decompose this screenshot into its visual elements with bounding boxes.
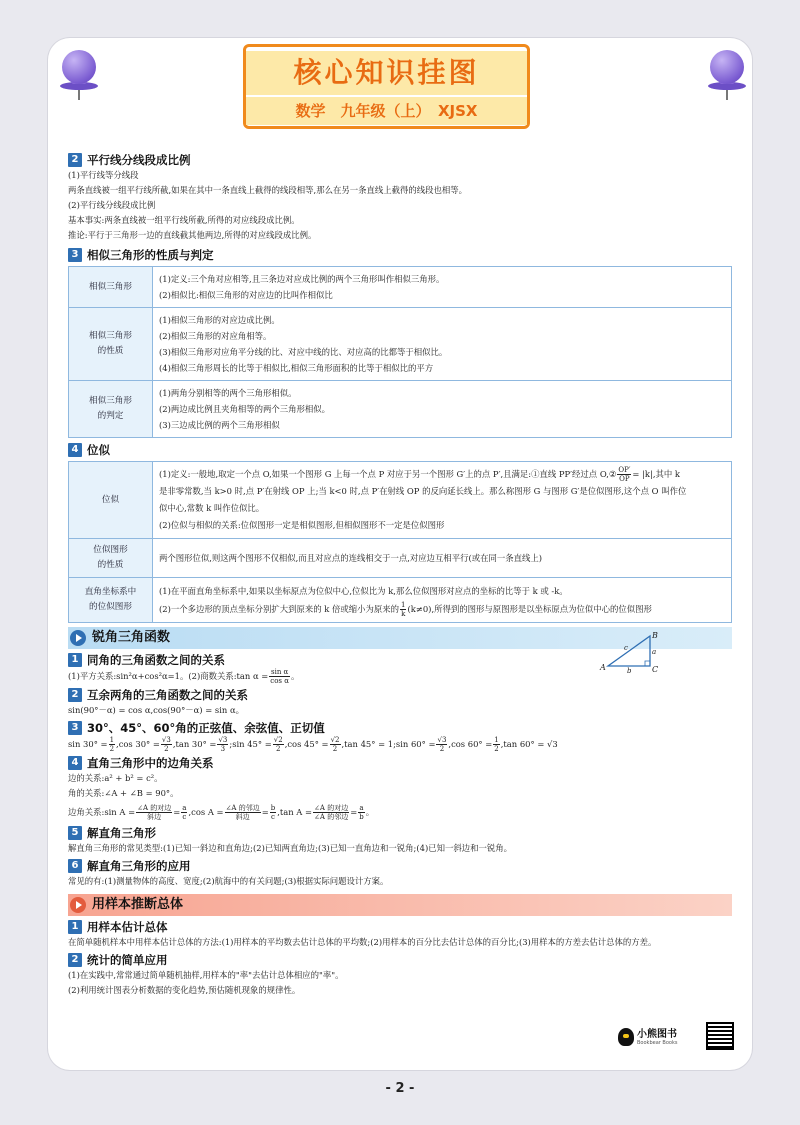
right-angle-mark	[645, 661, 650, 666]
text-line: (2)平行线分线段成比例	[68, 200, 156, 210]
text-line: (2)相似三角形的对应角相等。	[159, 331, 272, 341]
table-row: 位似 (1)定义:一般地,取定一个点 O,如果一个图形 G 上每一个点 P 对应于另一个图形 G′上的点 P′,且满足:①直线 PP′经过点 O,② $\frac{OP'}{OP}$ = |k|,其中 k 是非零常数,当 k>0 时,点 P′在射线 OP 上;当 k<0 时,点 P′在射线 OP 的反向延长线上。那么称图形 G 与图形 G′是位似图形,这个点 O 叫作位 似中心,常数 k 叫作位似比。 (2)位似与相似的关系:位似图形一定是相似图形,但相似图形不一定是位似图形	[69, 462, 732, 539]
section-heading: 4 直角三角形中的边角关系	[68, 755, 732, 771]
page-subtitle: 数学 九年级（上） XJSX	[246, 97, 527, 125]
qr-code-icon	[706, 1022, 734, 1050]
text-line: (1)定义:三个角对应相等,且三条边对应成比例的两个三角形叫作相似三角形。	[159, 274, 445, 284]
side-label-b: b	[627, 667, 632, 674]
text-line: 边的关系:a² + b² = c²。	[68, 773, 163, 783]
row-label: 相似三角形	[69, 267, 153, 308]
chapter-bar-statistics: 用样本推断总体	[68, 894, 732, 916]
vertex-label-B: B	[652, 631, 658, 640]
section-heading: 6 解直角三角形的应用	[68, 858, 732, 874]
fraction: $\frac{√3}{3}$	[218, 736, 228, 753]
fraction: $\frac{1}{2}$	[109, 736, 115, 753]
text-line: (1)在实践中,常常通过简单随机抽样,用样本的"率"去估计总体相应的"率"。	[68, 970, 344, 980]
section-heading-similar: 3 相似三角形的性质与判定	[68, 247, 732, 263]
play-icon	[70, 897, 86, 913]
section-heading-homothety: 4 位似	[68, 442, 732, 458]
text-line: 两个图形位似,则这两个图形不仅相似,而且对应点的连线相交于一点,对应边互相平行(或在同一条直线上)	[153, 539, 732, 578]
text-line: 似中心,常数 k 叫作位似比。	[159, 503, 265, 513]
homothety-table	[68, 461, 732, 623]
triangle-shape	[608, 636, 650, 666]
text-line: (1)相似三角形的对应边成比例。	[159, 315, 280, 325]
row-label: 位似	[69, 462, 153, 539]
pushpin-right-icon	[700, 44, 758, 102]
similar-triangle-table	[68, 266, 732, 438]
fraction: $\frac{a}{b}$	[359, 804, 364, 821]
text-line: (2)两边成比例且夹角相等的两个三角形相似。	[159, 404, 330, 414]
content: 2 平行线分线段成比例 (1)平行线等分线段 两条直线被一组平行线所截,如果在其中一条直线上截得的线段相等,那么在另一条直线上截得的线段也相等。 (2)平行线分线段成比例 基本事实:两条直线被一组平行线所截,所得的对应线段成比例。 推论:平行于三角形一边的直线截其他两边,所得的对应线段成比例。 3 相似三角形的性质与判定 相似三角形 (1)定义:三个角对应相等,且三条边对应成比例的两个三角形叫作相似三角形。 (2)相似比:相似三角形的对应边的比叫作相似比 相似三角形 的性质 (1)相似三角形的对应边成比例。 (2)相似三角形的对应角相等。 (3)相似三角形对应角平分线的比、对应中线的比、对应高的比都等于相似比。 (4)相似三角形周长的比等于相似比,相似三角形面积的比等于相似比的平方 相似三角形 的判定 (1)两角分别相等的两个三角形相似。 (2)两边成比例且夹角相等的两个三角形相似。 (3)三边成比例的两个三角形相似 4 位似 位似 (1)定义:一般地,取定一个点 O,如果一个图形 G 上每一个点 P 对应于另一个图形 G′上的点 P′,且满足:①直线 PP′经过点 O,② $\frac{OP'}{OP}$ = |k|,其中 k 是非零常数,当 k>0 时,点 P′在射线 OP 上;当 k<0 时,点 P′在射线 OP 的反向延长线上。那么称图形 G 与图形 G′是位似图形,这个点 O 叫作位 似中心,常数 k 叫作位似比。 (2)位似与相似的关系:位似图形一定是相似图形,但相似图形不一定是位似图形 位似图形 的性质 两个图形位似,则这两个图形不仅相似,而且对应点的连线相交于一点,对应边互相平行(或在同一条直线上) 直角坐标系中 的位似图形 (1)在平面直角坐标系中,如果以坐标原点为位似中心,位似比为 k,那么位似图形对应点的坐标的比等于 k 或 -k。 (2)一个多边形的顶点坐标分别扩大到原来的 k 倍或缩小为原来的 $\frac{1}{k}$ (k≠0),所得到的图形与原图形是以坐标原点为位似中心的位似图形 锐角三角函数 1 同角的三角函数之间的关系 (1)平方关系:sin²α+cos²α=1。(2)商数关系:tan α = $\frac{\text{sin α}}{\text{cos α}}$ 。 2 互余两角的三角函数之间的关系 sin(90°－α) = cos α,cos(90°－α) = sin α。 3 30°、45°、60°角的正弦值、余弦值、正切值 sin 30° = $\frac{1}{2}$ ,cos 30° = $\frac{√3}{2}$ ,tan 30° = $\frac{√3}{3}$ ;sin 45° = $\frac{√2}{2}$ ,cos 45° = $\frac{√2}{2}$ ,tan 45° = 1;sin 60° = $\frac{√3}{2}$ ,cos 60° = $\frac{1}{2}$ ,tan 60° = √3 4 直角三角形中的边角关系 边的关系:a² + b² = c²。 角的关系:∠A + ∠B = 90°。 边角关系:sin A = $\frac{\text{∠A 的对边}}{\text{斜边}}$ = $\frac{a}{c}$ ,cos A = $\frac{\text{∠A 的邻边}}{\text{斜边}}$ = $\frac{b}{c}$ ,tan A = $\frac{\text{∠A 的对边}}{\text{∠A 的邻边}}$ = $\frac{a}{b}$ 。 5 解直角三角形 解直角三角形的常见类型:(1)已知一斜边和直角边;(2)已知两直角边;(3)已知一直角边和一锐角;(4)已知一斜边和一锐角。 6 解直角三角形的应用 常见的有:(1)测量物体的高度、宽度;(2)航海中的有关问题;(3)根据实际问题设计方案。 用样本推断总体 1 用样本估计总体 在简单随机样本中用样本估计总体的方法:(1)用样本的平均数去估计总体的平均数;(2)用样本的百分比去估计总体的百分比;(3)用样本的方差去估计总体的方差。 2 统计的简单应用 (1)在实践中,常常通过简单随机抽样,用样本的"率"去估计总体相应的"率"。 (2)利用统计图表分析数据的变化趋势,预估随机现象的规律性。	[68, 150, 732, 998]
fraction: $\frac{\text{∠A 的对边}}{\text{∠A 的邻边}}$	[314, 804, 349, 821]
section-heading: 2 互余两角的三角函数之间的关系	[68, 687, 732, 703]
section-heading: 1 同角的三角函数之间的关系	[68, 652, 732, 668]
table-row	[69, 308, 732, 381]
text-line: (1)平行线等分线段	[68, 170, 139, 180]
fraction: $\frac{√3}{2}$	[161, 736, 171, 753]
text-line: 在简单随机样本中用样本估计总体的方法:(1)用样本的平均数去估计总体的平均数;(2)用样本的百分比去估计总体的百分比;(3)用样本的方差去估计总体的方差。	[68, 937, 657, 947]
text-line: (1)在平面直角坐标系中,如果以坐标原点为位似中心,位似比为 k,那么位似图形对应点的坐标的比等于 k 或 -k。	[159, 586, 568, 596]
text-line: (3)三边成比例的两个三角形相似	[159, 420, 280, 430]
fraction: $\frac{√2}{2}$	[330, 736, 340, 753]
right-triangle-figure	[598, 630, 668, 674]
row-label: 直角坐标系中 的位似图形	[69, 578, 153, 623]
text-line: sin(90°－α) = cos α,cos(90°－α) = sin α。	[68, 705, 244, 715]
fraction: $\frac{√3}{2}$	[437, 736, 447, 753]
play-icon	[70, 630, 86, 646]
text-line: 推论:平行于三角形一边的直线截其他两边,所得的对应线段成比例。	[68, 230, 317, 240]
text-line: (3)相似三角形对应角平分线的比、对应中线的比、对应高的比都等于相似比。	[159, 347, 448, 357]
table-row	[69, 267, 732, 308]
pushpin-left-icon	[52, 44, 110, 102]
row-label: 相似三角形 的性质	[69, 308, 153, 381]
bear-icon	[618, 1028, 634, 1046]
title-banner	[243, 44, 530, 129]
chapter-bar-trig: 锐角三角函数	[68, 627, 732, 649]
text-line: 常见的有:(1)测量物体的高度、宽度;(2)航海中的有关问题;(3)根据实际问题设计方案。	[68, 876, 389, 886]
fraction: $\frac{b}{c}$	[270, 804, 276, 821]
section-number: 3	[68, 248, 82, 262]
text-line: (2)利用统计图表分析数据的变化趋势,预估随机现象的规律性。	[68, 985, 301, 995]
text-line: 两条直线被一组平行线所截,如果在其中一条直线上截得的线段相等,那么在另一条直线上截得的线段也相等。	[68, 185, 467, 195]
section-heading: 1 用样本估计总体	[68, 919, 732, 935]
text-line: 解直角三角形的常见类型:(1)已知一斜边和直角边;(2)已知两直角边;(3)已知一直角边和一锐角;(4)已知一斜边和一锐角。	[68, 843, 512, 853]
brand-logo: 小熊图书 Bookbear Books	[618, 1028, 677, 1046]
fraction: $\frac{1}{2}$	[494, 736, 499, 753]
text-line: (1)两角分别相等的两个三角形相似。	[159, 388, 297, 398]
side-label-c: c	[624, 644, 628, 652]
text-line: 基本事实:两条直线被一组平行线所截,所得的对应线段成比例。	[68, 215, 300, 225]
text-line: (2)相似比:相似三角形的对应边的比叫作相似比	[159, 290, 333, 300]
vertex-label-A: A	[600, 663, 606, 672]
section-heading-parallel: 2 平行线分线段成比例	[68, 152, 732, 168]
section-heading: 2 统计的简单应用	[68, 952, 732, 968]
edge-angle-relation: 边角关系:sin A = $\frac{\text{∠A 的对边}}{\text{斜边}}$ = $\frac{a}{c}$ ,cos A = $\frac{\text{∠A 的邻边}}{\text{斜边}}$ = $\frac{b}{c}$ ,tan A = $\frac{\text{∠A 的对边}}{\text{∠A 的邻边}}$ = $\frac{a}{b}$ 。	[68, 804, 375, 821]
section-number: 2	[68, 153, 82, 167]
row-label: 相似三角形 的判定	[69, 381, 153, 438]
table-row: 直角坐标系中 的位似图形 (1)在平面直角坐标系中,如果以坐标原点为位似中心,位似比为 k,那么位似图形对应点的坐标的比等于 k 或 -k。 (2)一个多边形的顶点坐标分别扩大到原来的 k 倍或缩小为原来的 $\frac{1}{k}$ (k≠0),所得到的图形与原图形是以坐标原点为位似中心的位似图形	[69, 578, 732, 623]
page-number: - 2 -	[385, 1081, 415, 1096]
page-title: 核心知识挂图	[246, 51, 527, 95]
text-line: (4)相似三角形周长的比等于相似比,相似三角形面积的比等于相似比的平方	[159, 363, 434, 373]
special-angle-values: sin 30° = $\frac{1}{2}$ ,cos 30° = $\frac{√3}{2}$ ,tan 30° = $\frac{√3}{3}$ ;sin 45° = $\frac{√2}{2}$ ,cos 45° = $\frac{√2}{2}$ ,tan 45° = 1;sin 60° = $\frac{√3}{2}$ ,cos 60° = $\frac{1}{2}$ ,tan 60° = √3	[68, 736, 558, 753]
row-label: 位似图形 的性质	[69, 539, 153, 578]
text-line: 是非零常数,当 k>0 时,点 P′在射线 OP 上;当 k<0 时,点 P′在射线 OP 的反向延长线上。那么称图形 G 与图形 G′是位似图形,这个点 O 叫作位	[159, 486, 687, 496]
table-row	[69, 381, 732, 438]
fraction: $\frac{√2}{2}$	[273, 736, 283, 753]
text-line: 角的关系:∠A + ∠B = 90°。	[68, 788, 179, 798]
text-line: (2)位似与相似的关系:位似图形一定是相似图形,但相似图形不一定是位似图形	[159, 520, 445, 530]
fraction: $\frac{1}{k}$	[401, 601, 406, 618]
side-label-a: a	[652, 648, 657, 656]
vertex-label-C: C	[652, 665, 659, 674]
section-heading: 3 30°、45°、60°角的正弦值、余弦值、正切值	[68, 720, 732, 736]
fraction: $\frac{a}{c}$	[182, 804, 187, 821]
section-number: 4	[68, 443, 82, 457]
fraction: $\frac{\text{∠A 的对边}}{\text{斜边}}$	[137, 804, 172, 821]
fraction: $\frac{OP'}{OP}$	[618, 466, 631, 483]
table-row	[69, 539, 732, 578]
section-heading: 5 解直角三角形	[68, 825, 732, 841]
fraction: $\frac{\text{∠A 的邻边}}{\text{斜边}}$	[225, 804, 260, 821]
